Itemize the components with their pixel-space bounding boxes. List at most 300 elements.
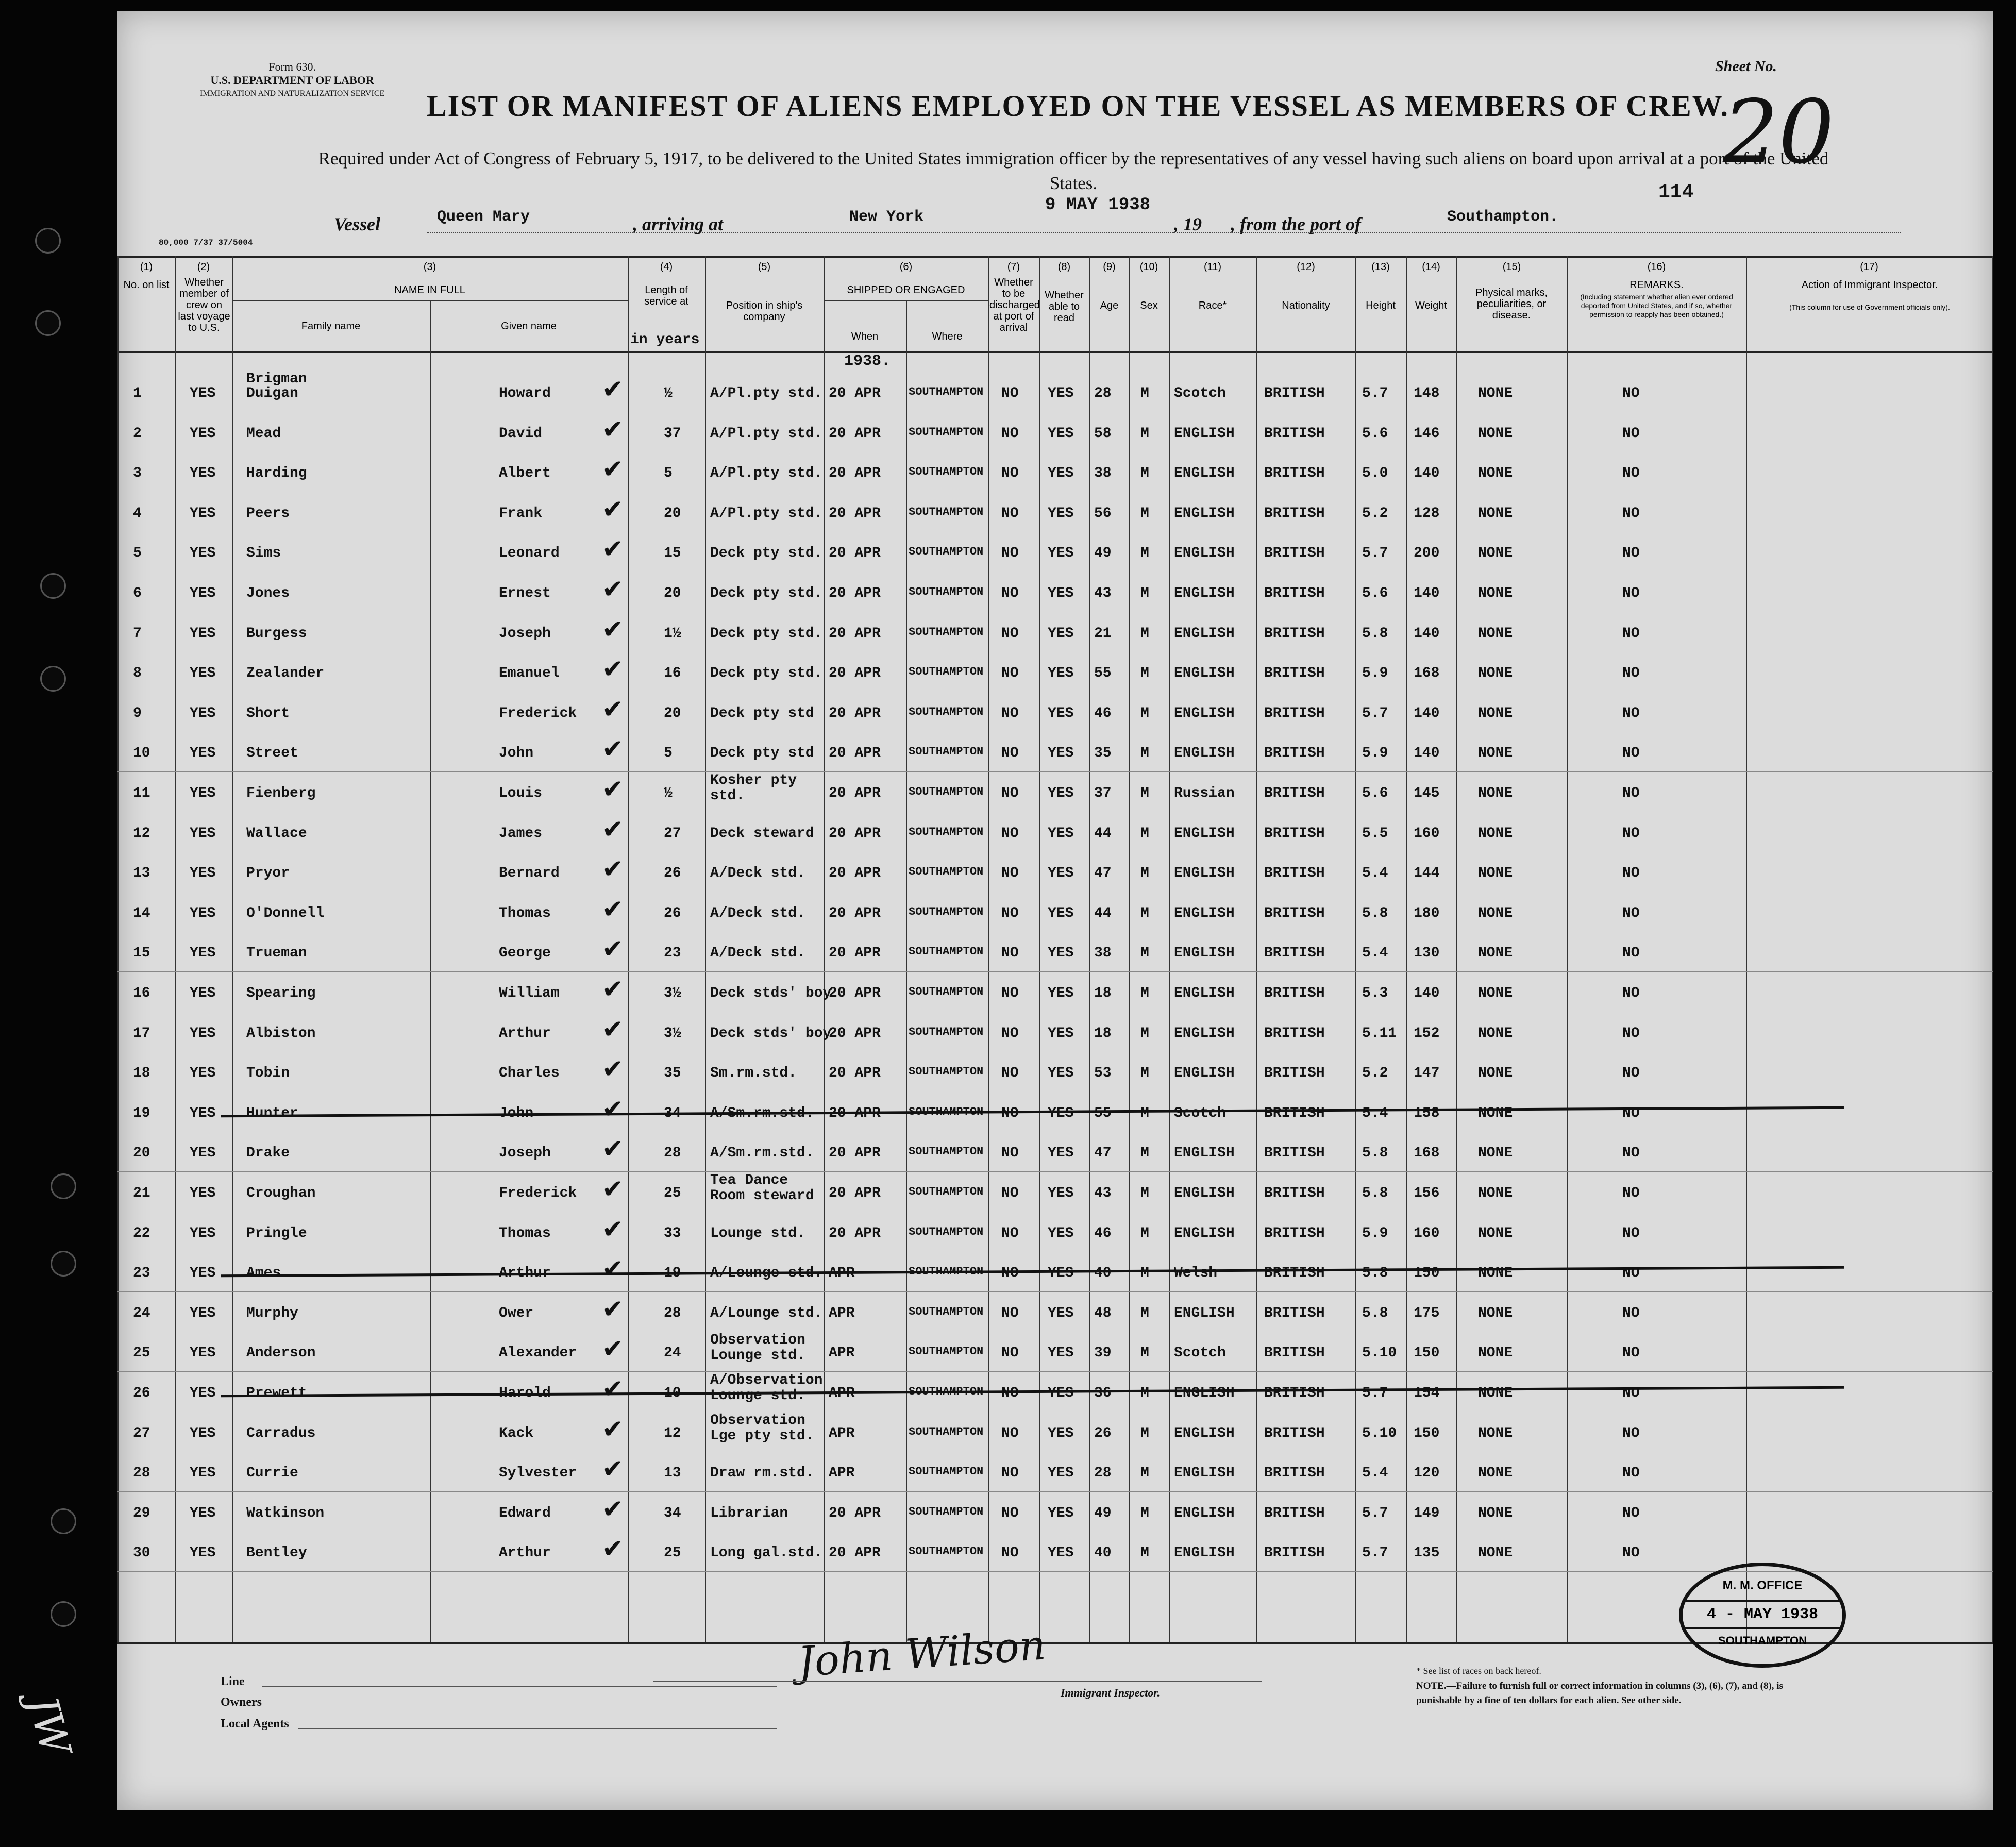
col-15-label: Physical marks, peculiarities, or disease.: [1475, 287, 1548, 321]
service-name: IMMIGRATION AND NATURALIZATION SERVICE: [200, 89, 385, 98]
physical-marks-cell: NONE: [1478, 745, 1513, 762]
weight-cell: 140: [1414, 705, 1440, 721]
able-to-read-cell: YES: [1048, 705, 1074, 721]
family-name-cell: Croughan: [246, 1185, 316, 1201]
sex-cell: M: [1140, 1145, 1149, 1162]
position-cell: A/Deck std.: [710, 905, 805, 921]
family-name-cell: Mead: [246, 425, 281, 442]
col-13-label: Height: [1366, 300, 1396, 311]
sex-cell: M: [1140, 1265, 1149, 1282]
given-name-cell: Frederick: [499, 705, 577, 721]
weight-cell: 158: [1414, 1105, 1440, 1121]
sex-cell: M: [1140, 545, 1149, 562]
service-length-cell: 3½: [664, 985, 681, 1001]
shipped-where-cell: SOUTHAMPTON: [909, 745, 984, 759]
given-name-cell: David: [499, 425, 543, 442]
weight-cell: 150: [1414, 1265, 1440, 1282]
age-cell: 18: [1094, 985, 1112, 1001]
penalty-note: NOTE.—Failure to furnish full or correct information in columns (3), (6), (7), and (8), is punishable by a fine of ten dollars for each alien. See other side.: [1416, 1681, 1783, 1706]
able-to-read-cell: YES: [1048, 1025, 1074, 1042]
given-name-cell: Joseph: [499, 625, 551, 642]
nationality-cell: BRITISH: [1264, 985, 1325, 1001]
remarks-cell: NO: [1622, 1465, 1640, 1482]
position-cell: A/Deck std.: [710, 865, 805, 882]
shipped-where-cell: SOUTHAMPTON: [909, 1425, 984, 1438]
remarks-cell: NO: [1622, 1385, 1640, 1401]
age-cell: 47: [1094, 1145, 1112, 1162]
col-16-label: REMARKS.: [1629, 279, 1684, 291]
col-14-number: (14): [1422, 261, 1440, 273]
previous-voyage-cell: YES: [190, 1505, 216, 1521]
check-mark-icon: ✔: [602, 694, 624, 724]
age-cell: 35: [1094, 745, 1112, 762]
able-to-read-cell: YES: [1048, 1305, 1074, 1321]
race-cell: ENGLISH: [1174, 1185, 1235, 1201]
position-cell: Deck pty std.: [710, 585, 823, 601]
voyage-underline: [427, 232, 1901, 233]
weight-cell: 180: [1414, 905, 1440, 921]
row-number-cell: 27: [133, 1425, 150, 1441]
punch-hole: [35, 310, 61, 336]
service-length-cell: 28: [664, 1305, 681, 1321]
physical-marks-cell: NONE: [1478, 425, 1513, 442]
race-cell: Scotch: [1174, 385, 1226, 401]
previous-voyage-cell: YES: [190, 1545, 216, 1561]
shipped-when-cell: APR: [829, 1265, 855, 1282]
age-cell: 38: [1094, 465, 1112, 482]
discharged-cell: NO: [1001, 585, 1019, 601]
position-cell: Deck pty std.: [710, 545, 823, 562]
able-to-read-cell: YES: [1048, 1345, 1074, 1362]
physical-marks-cell: NONE: [1478, 1105, 1513, 1121]
physical-marks-cell: NONE: [1478, 665, 1513, 682]
given-name-cell: John: [499, 745, 534, 762]
shipped-when-cell: APR: [829, 1465, 855, 1482]
position-cell: Deck stds' boy: [710, 1025, 832, 1042]
given-name-cell: Thomas: [499, 1225, 551, 1241]
shipped-where-cell: SOUTHAMPTON: [909, 625, 984, 639]
shipped-when-cell: 20 APR: [829, 505, 881, 522]
given-name-cell: Charles: [499, 1065, 560, 1082]
sheet-label: Sheet No.: [1715, 58, 1777, 75]
shipped-when-cell: APR: [829, 1385, 855, 1401]
age-cell: 40: [1094, 1545, 1112, 1561]
able-to-read-cell: YES: [1048, 545, 1074, 562]
shipped-when-cell: 20 APR: [829, 1225, 881, 1241]
discharged-cell: NO: [1001, 1145, 1019, 1162]
discharged-cell: NO: [1001, 745, 1019, 762]
col-9-label: Age: [1100, 300, 1119, 311]
previous-voyage-cell: YES: [190, 1345, 216, 1362]
physical-marks-cell: NONE: [1478, 385, 1513, 401]
able-to-read-cell: YES: [1048, 1185, 1074, 1201]
discharged-cell: NO: [1001, 665, 1019, 682]
discharged-cell: NO: [1001, 425, 1019, 442]
family-name-cell: Pryor: [246, 865, 290, 882]
given-name-cell: Emanuel: [499, 665, 560, 682]
shipped-when-cell: 20 APR: [829, 785, 881, 801]
age-cell: 49: [1094, 545, 1112, 562]
check-mark-icon: ✔: [602, 1494, 624, 1523]
race-cell: ENGLISH: [1174, 665, 1235, 682]
remarks-cell: NO: [1622, 625, 1640, 642]
family-name-cell: O'Donnell: [246, 905, 325, 921]
service-length-cell: 27: [664, 825, 681, 842]
shipped-when-cell: 20 APR: [829, 1505, 881, 1521]
age-cell: 39: [1094, 1345, 1112, 1362]
physical-marks-cell: NONE: [1478, 1465, 1513, 1482]
discharged-cell: NO: [1001, 785, 1019, 801]
weight-cell: 140: [1414, 585, 1440, 601]
col-10-label: Sex: [1140, 300, 1158, 311]
weight-cell: 160: [1414, 1225, 1440, 1241]
check-mark-icon: ✔: [602, 1094, 624, 1123]
inspector-label: Immigrant Inspector.: [1061, 1686, 1161, 1699]
age-cell: 53: [1094, 1065, 1112, 1082]
col-17-label: Action of Immigrant Inspector.: [1801, 279, 1938, 291]
race-cell: ENGLISH: [1174, 1305, 1235, 1321]
nationality-cell: BRITISH: [1264, 905, 1325, 921]
weight-cell: 148: [1414, 385, 1440, 401]
age-cell: 46: [1094, 705, 1112, 721]
age-cell: 58: [1094, 425, 1112, 442]
shipped-when-cell: 20 APR: [829, 745, 881, 762]
table-row: [117, 1092, 1993, 1132]
nationality-cell: BRITISH: [1264, 1385, 1325, 1401]
service-length-cell: 13: [664, 1465, 681, 1482]
family-name-cell: Peers: [246, 505, 290, 522]
shipped-when-cell: 20 APR: [829, 385, 881, 401]
remarks-cell: NO: [1622, 705, 1640, 721]
remarks-cell: NO: [1622, 665, 1640, 682]
given-name-cell: Bernard: [499, 865, 560, 882]
given-name-cell: Harold: [499, 1385, 551, 1401]
nationality-cell: BRITISH: [1264, 1305, 1325, 1321]
table-row: [117, 572, 1993, 612]
sex-cell: M: [1140, 1545, 1149, 1561]
row-number-cell: 17: [133, 1025, 150, 1042]
check-mark-icon: ✔: [602, 934, 624, 964]
position-cell: Draw rm.std.: [710, 1465, 814, 1482]
given-name-cell: Arthur: [499, 1025, 551, 1042]
given-name-cell: Kack: [499, 1425, 534, 1441]
previous-voyage-cell: YES: [190, 425, 216, 442]
remarks-cell: NO: [1622, 945, 1640, 962]
line-underline: [262, 1686, 777, 1687]
row-number-cell: 26: [133, 1385, 150, 1401]
given-name-cell: Sylvester: [499, 1465, 577, 1482]
service-length-cell: ½: [664, 785, 673, 801]
table-row: [117, 892, 1993, 932]
row-number-cell: 28: [133, 1465, 150, 1482]
nationality-cell: BRITISH: [1264, 665, 1325, 682]
form-subtitle: Required under Act of Congress of February 5, 1917, to be delivered to the United States immigration officer by the representatives of any vessel having such aliens on board upon arrival at a port of the United States.: [318, 148, 1829, 193]
check-mark-icon: ✔: [602, 654, 624, 684]
punch-hole: [51, 1508, 76, 1534]
sex-cell: M: [1140, 705, 1149, 721]
weight-cell: 140: [1414, 465, 1440, 482]
discharged-cell: NO: [1001, 1505, 1019, 1521]
nationality-cell: BRITISH: [1264, 745, 1325, 762]
sex-cell: M: [1140, 1065, 1149, 1082]
row-number-cell: 6: [133, 585, 142, 601]
table-row: [117, 772, 1993, 812]
row-number-cell: 7: [133, 625, 142, 642]
sex-cell: M: [1140, 1025, 1149, 1042]
table-row: [117, 1332, 1993, 1372]
remarks-cell: NO: [1622, 585, 1640, 601]
department-name: U.S. DEPARTMENT OF LABOR: [210, 74, 374, 87]
previous-voyage-cell: YES: [190, 1425, 216, 1441]
family-name-cell: Wallace: [246, 825, 307, 842]
height-cell: 5.8: [1362, 905, 1388, 921]
weight-cell: 145: [1414, 785, 1440, 801]
previous-voyage-cell: YES: [190, 505, 216, 522]
race-cell: ENGLISH: [1174, 1225, 1235, 1241]
weight-cell: 120: [1414, 1465, 1440, 1482]
race-cell: ENGLISH: [1174, 1025, 1235, 1042]
row-number-cell: 3: [133, 465, 142, 482]
shipped-when-cell: 20 APR: [829, 545, 881, 562]
race-cell: ENGLISH: [1174, 1145, 1235, 1162]
departure-port: Southampton.: [1447, 208, 1559, 226]
family-name-cell: Trueman: [246, 945, 307, 962]
given-name-cell: George: [499, 945, 551, 962]
height-cell: 5.4: [1362, 1465, 1388, 1482]
col-12-number: (12): [1297, 261, 1315, 273]
position-cell: Deck pty std: [710, 745, 814, 762]
shipped-where-cell: SOUTHAMPTON: [909, 1305, 984, 1318]
col-4-units: in years: [630, 332, 700, 348]
discharged-cell: NO: [1001, 505, 1019, 522]
remarks-cell: NO: [1622, 545, 1640, 562]
nationality-cell: BRITISH: [1264, 1465, 1325, 1482]
physical-marks-cell: NONE: [1478, 505, 1513, 522]
physical-marks-cell: NONE: [1478, 1265, 1513, 1282]
check-mark-icon: ✔: [602, 1334, 624, 1364]
physical-marks-cell: NONE: [1478, 1345, 1513, 1362]
shipped-when-cell: 20 APR: [829, 1065, 881, 1082]
given-name-cell: Ower: [499, 1305, 534, 1321]
stamp-top-text: M. M. OFFICE: [1722, 1579, 1803, 1592]
sex-cell: M: [1140, 985, 1149, 1001]
row-number-cell: 29: [133, 1505, 150, 1521]
row-number-cell: 25: [133, 1345, 150, 1362]
service-length-cell: 5: [664, 745, 673, 762]
race-cell: ENGLISH: [1174, 1505, 1235, 1521]
previous-voyage-cell: YES: [190, 545, 216, 562]
height-cell: 5.3: [1362, 985, 1388, 1001]
shipped-where-cell: SOUTHAMPTON: [909, 1465, 984, 1479]
row-number-cell: 19: [133, 1105, 150, 1121]
sex-cell: M: [1140, 865, 1149, 882]
position-cell: A/Deck std.: [710, 945, 805, 962]
family-name-cell: Harding: [246, 465, 307, 482]
shipped-where-cell: SOUTHAMPTON: [909, 1105, 984, 1118]
service-length-cell: ½: [664, 385, 673, 401]
col-8-label: Whether able to read: [1045, 290, 1084, 324]
race-cell: ENGLISH: [1174, 705, 1235, 721]
height-cell: 5.6: [1362, 785, 1388, 801]
table-row: [117, 812, 1993, 852]
arrival-port: New York: [849, 208, 924, 226]
able-to-read-cell: YES: [1048, 985, 1074, 1001]
able-to-read-cell: YES: [1048, 1065, 1074, 1082]
table-row: [117, 412, 1993, 452]
row-number-cell: 1: [133, 385, 142, 401]
weight-cell: 146: [1414, 425, 1440, 442]
table-row: [117, 1212, 1993, 1252]
col-13-number: (13): [1371, 261, 1390, 273]
check-mark-icon: ✔: [602, 734, 624, 764]
race-cell: ENGLISH: [1174, 585, 1235, 601]
nationality-cell: BRITISH: [1264, 1025, 1325, 1042]
family-name-cell: Anderson: [246, 1345, 316, 1362]
col-2-label: Whether member of crew on last voyage to U.S.: [178, 277, 230, 333]
service-length-cell: 25: [664, 1185, 681, 1201]
able-to-read-cell: YES: [1048, 1425, 1074, 1441]
weight-cell: 140: [1414, 625, 1440, 642]
strike-through-line: [221, 1266, 1844, 1277]
stamp-date: 4 - MAY 1938: [1683, 1600, 1842, 1629]
able-to-read-cell: YES: [1048, 505, 1074, 522]
col-3-given-label: Given name: [501, 321, 557, 332]
shipped-when-cell: 20 APR: [829, 905, 881, 921]
table-row: [117, 1492, 1993, 1532]
col-9-number: (9): [1103, 261, 1116, 273]
shipped-where-cell: SOUTHAMPTON: [909, 1505, 984, 1518]
shipped-when-cell: 20 APR: [829, 1025, 881, 1042]
physical-marks-cell: NONE: [1478, 785, 1513, 801]
previous-voyage-cell: YES: [190, 1105, 216, 1121]
shipped-when-cell: 20 APR: [829, 1545, 881, 1561]
shipped-when-cell: 20 APR: [829, 865, 881, 882]
shipped-where-cell: SOUTHAMPTON: [909, 465, 984, 479]
service-length-cell: 5: [664, 465, 673, 482]
age-cell: 43: [1094, 1185, 1112, 1201]
sex-cell: M: [1140, 745, 1149, 762]
physical-marks-cell: NONE: [1478, 1065, 1513, 1082]
physical-marks-cell: NONE: [1478, 705, 1513, 721]
discharged-cell: NO: [1001, 985, 1019, 1001]
check-mark-icon: ✔: [602, 1374, 624, 1403]
col-7-number: (7): [1007, 261, 1020, 273]
previous-voyage-cell: YES: [190, 465, 216, 482]
sex-cell: M: [1140, 625, 1149, 642]
family-name-cell: Prewett: [246, 1385, 307, 1401]
col-6-number: (6): [899, 261, 913, 273]
shipped-where-cell: SOUTHAMPTON: [909, 425, 984, 439]
remarks-cell: NO: [1622, 1145, 1640, 1162]
sex-cell: M: [1140, 905, 1149, 921]
height-cell: 5.9: [1362, 665, 1388, 682]
given-name-cell: William: [499, 985, 560, 1001]
shipped-when-cell: 20 APR: [829, 665, 881, 682]
owners-label: Owners: [221, 1695, 262, 1709]
given-name-cell: Thomas: [499, 905, 551, 921]
check-mark-icon: ✔: [602, 854, 624, 884]
sex-cell: M: [1140, 425, 1149, 442]
position-cell: Deck pty std: [710, 705, 814, 721]
form-number: Form 630.: [268, 60, 316, 73]
service-length-cell: 24: [664, 1345, 681, 1362]
row-number-cell: 13: [133, 865, 150, 882]
row-number-cell: 18: [133, 1065, 150, 1082]
nationality-cell: BRITISH: [1264, 945, 1325, 962]
family-name-overtyped-cell: Brigman: [246, 371, 307, 387]
check-mark-icon: ✔: [602, 1534, 624, 1564]
previous-voyage-cell: YES: [190, 705, 216, 721]
race-cell: ENGLISH: [1174, 545, 1235, 562]
family-name-cell: Pringle: [246, 1225, 307, 1241]
family-name-cell: Spearing: [246, 985, 316, 1001]
shipped-where-cell: SOUTHAMPTON: [909, 785, 984, 798]
height-cell: 5.6: [1362, 425, 1388, 442]
mm-office-stamp: [1679, 1563, 1846, 1668]
height-cell: 5.8: [1362, 1145, 1388, 1162]
check-mark-icon: ✔: [602, 1294, 624, 1323]
row-number-cell: 30: [133, 1545, 150, 1561]
physical-marks-cell: NONE: [1478, 1545, 1513, 1561]
service-length-cell: 23: [664, 945, 681, 962]
sex-cell: M: [1140, 945, 1149, 962]
able-to-read-cell: YES: [1048, 1465, 1074, 1482]
table-row: [117, 1252, 1993, 1292]
given-name-cell: Leonard: [499, 545, 560, 562]
weight-cell: 150: [1414, 1425, 1440, 1441]
row-number-cell: 5: [133, 545, 142, 562]
row-number-cell: 4: [133, 505, 142, 522]
race-cell: ENGLISH: [1174, 1385, 1235, 1401]
previous-voyage-cell: YES: [190, 1465, 216, 1482]
race-cell: ENGLISH: [1174, 1545, 1235, 1561]
previous-voyage-cell: YES: [190, 825, 216, 842]
check-mark-icon: ✔: [602, 375, 624, 404]
weight-cell: 150: [1414, 1345, 1440, 1362]
age-cell: 46: [1094, 1225, 1112, 1241]
race-cell: Scotch: [1174, 1105, 1226, 1121]
col-1-number: (1): [140, 261, 153, 273]
shipped-when-cell: 20 APR: [829, 465, 881, 482]
nationality-cell: BRITISH: [1264, 425, 1325, 442]
position-cell: Lounge std.: [710, 1225, 805, 1241]
given-name-cell: Frank: [499, 505, 543, 522]
shipped-where-cell: SOUTHAMPTON: [909, 1385, 984, 1398]
row-number-cell: 2: [133, 425, 142, 442]
race-cell: ENGLISH: [1174, 1065, 1235, 1082]
shipped-where-cell: SOUTHAMPTON: [909, 505, 984, 518]
sex-cell: M: [1140, 785, 1149, 801]
weight-cell: 147: [1414, 1065, 1440, 1082]
height-cell: 5.11: [1362, 1025, 1397, 1042]
check-mark-icon: ✔: [602, 775, 624, 803]
shipped-when-cell: 20 APR: [829, 1105, 881, 1121]
physical-marks-cell: NONE: [1478, 1225, 1513, 1241]
row-number-cell: 23: [133, 1265, 150, 1282]
able-to-read-cell: YES: [1048, 1265, 1074, 1282]
age-cell: 21: [1094, 625, 1112, 642]
table-row: [117, 1372, 1993, 1412]
check-mark-icon: ✔: [602, 1014, 624, 1044]
row-number-cell: 16: [133, 985, 150, 1001]
height-cell: 5.8: [1362, 1305, 1388, 1321]
page-number: 114: [1658, 181, 1694, 204]
remarks-cell: NO: [1622, 905, 1640, 921]
sex-cell: M: [1140, 1225, 1149, 1241]
previous-voyage-cell: YES: [190, 1225, 216, 1241]
table-row: [117, 1532, 1993, 1572]
position-cell: Deck pty std.: [710, 625, 823, 642]
